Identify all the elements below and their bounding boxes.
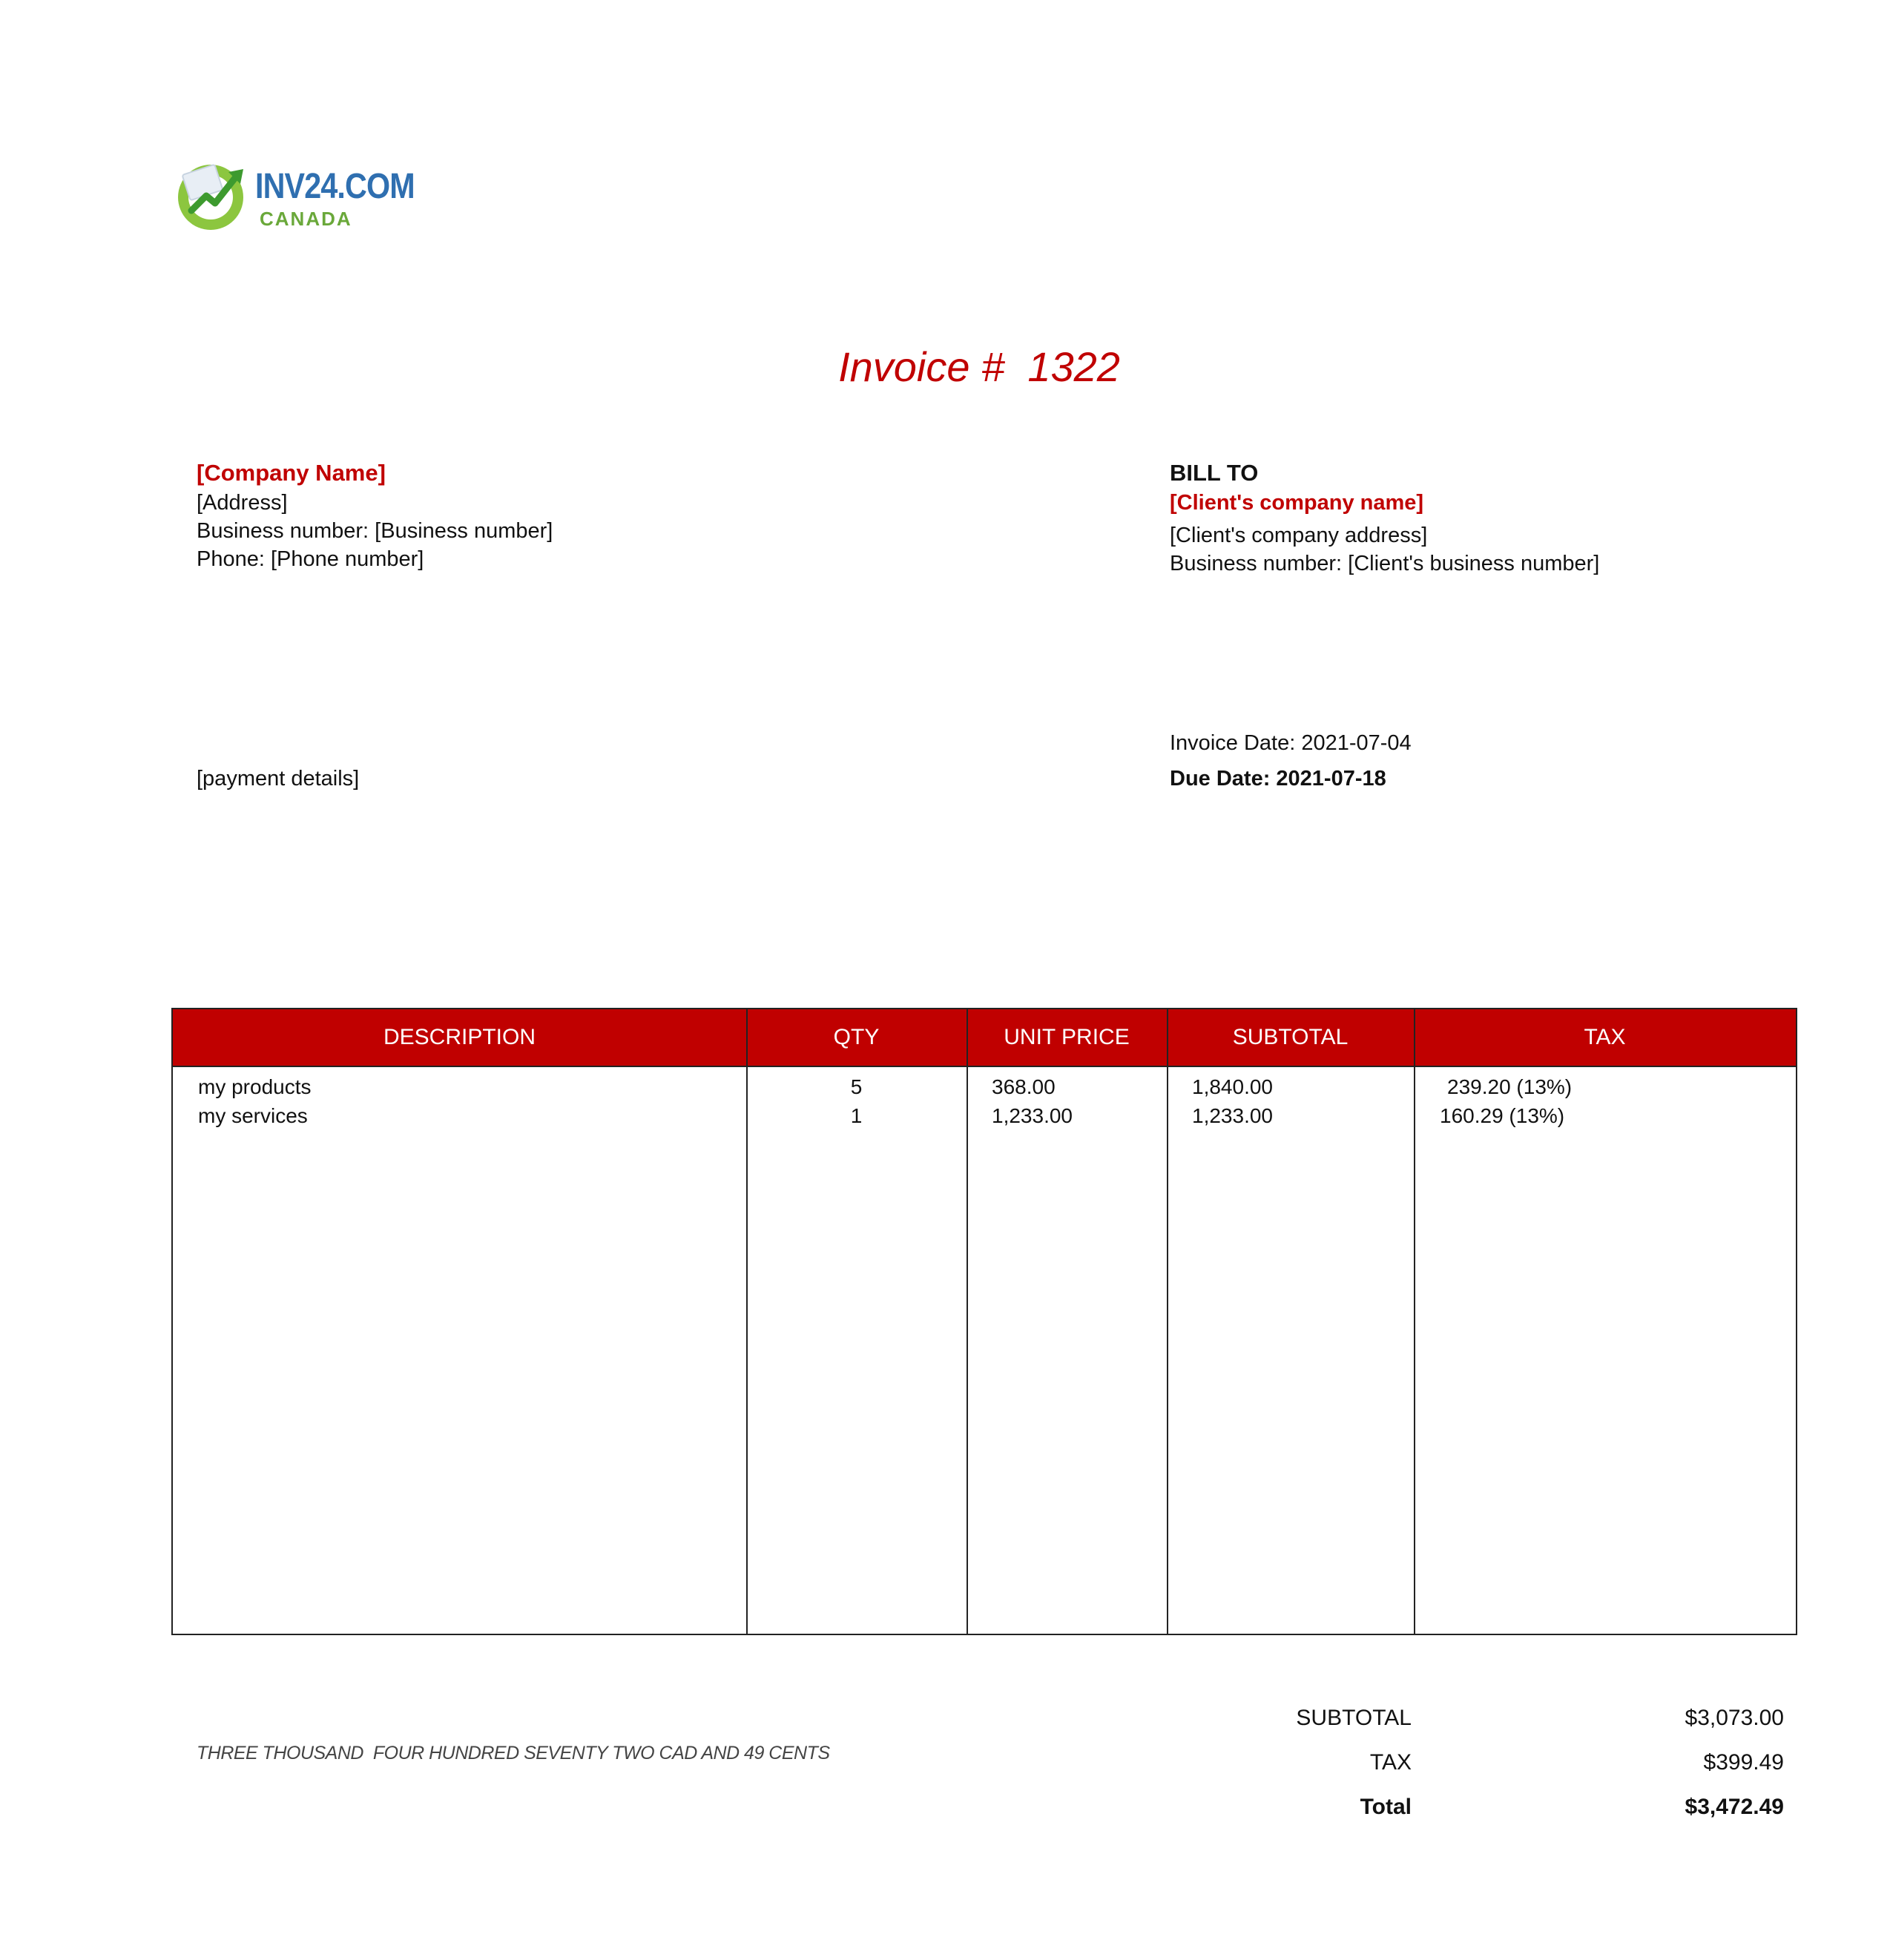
client-company-address: [Client's company address]: [1170, 524, 1428, 547]
table-header: [173, 1009, 1796, 1066]
total-value: $3,472.49: [1685, 1795, 1784, 1819]
line-items-table: [171, 1008, 1797, 1635]
company-name: [Company Name]: [197, 460, 386, 486]
amount-in-words: THREE THOUSAND FOUR HUNDRED SEVENTY TWO CAD AND 49 CENTS: [197, 1743, 830, 1763]
column-divider: [1167, 1009, 1168, 1634]
company-business-number: Business number: [Business number]: [197, 519, 553, 543]
row-1-subtotal: 1,840.00: [1192, 1075, 1273, 1098]
client-business-number: Business number: [Client's business number]: [1170, 552, 1600, 575]
row-2-tax: 160.29 (13%): [1440, 1104, 1565, 1127]
header-description: DESCRIPTION: [383, 1025, 536, 1049]
row-2-subtotal: 1,233.00: [1192, 1104, 1273, 1127]
company-address: [Address]: [197, 491, 288, 515]
due-date: Due Date: 2021-07-18: [1170, 767, 1386, 791]
header-qty: QTY: [833, 1025, 880, 1049]
payment-details: [payment details]: [197, 767, 360, 791]
header-unit-price: UNIT PRICE: [1004, 1025, 1130, 1049]
row-1-unit-price: 368.00: [992, 1075, 1056, 1098]
tax-value: $399.49: [1703, 1750, 1784, 1775]
subtotal-value: $3,073.00: [1685, 1706, 1784, 1730]
row-1-description: my products: [198, 1075, 312, 1098]
total-label: Total: [1360, 1795, 1412, 1819]
header-subtotal: SUBTOTAL: [1232, 1025, 1349, 1049]
subtotal-label: SUBTOTAL: [1296, 1706, 1412, 1730]
bill-to-heading: BILL TO: [1170, 460, 1259, 486]
client-company-name: [Client's company name]: [1170, 491, 1424, 515]
logo-emblem-icon: [172, 159, 254, 233]
tax-label: TAX: [1369, 1750, 1412, 1775]
column-divider: [746, 1009, 748, 1634]
header-divider: [173, 1066, 1796, 1067]
company-phone: Phone: [Phone number]: [197, 547, 424, 571]
row-2-qty: 1: [850, 1104, 863, 1127]
header-tax: TAX: [1584, 1025, 1626, 1049]
row-2-unit-price: 1,233.00: [992, 1104, 1073, 1127]
row-1-tax: 239.20 (13%): [1447, 1075, 1573, 1098]
row-1-qty: 5: [850, 1075, 863, 1098]
logo-sub-text: CANADA: [260, 208, 352, 230]
column-divider: [967, 1009, 968, 1634]
column-divider: [1414, 1009, 1415, 1634]
logo-main-text: INV24.COM: [255, 167, 415, 206]
row-2-description: my services: [198, 1104, 308, 1127]
invoice-date: Invoice Date: 2021-07-04: [1170, 731, 1412, 755]
brand-logo: [172, 159, 417, 233]
invoice-title: Invoice # 1322: [838, 343, 1120, 390]
